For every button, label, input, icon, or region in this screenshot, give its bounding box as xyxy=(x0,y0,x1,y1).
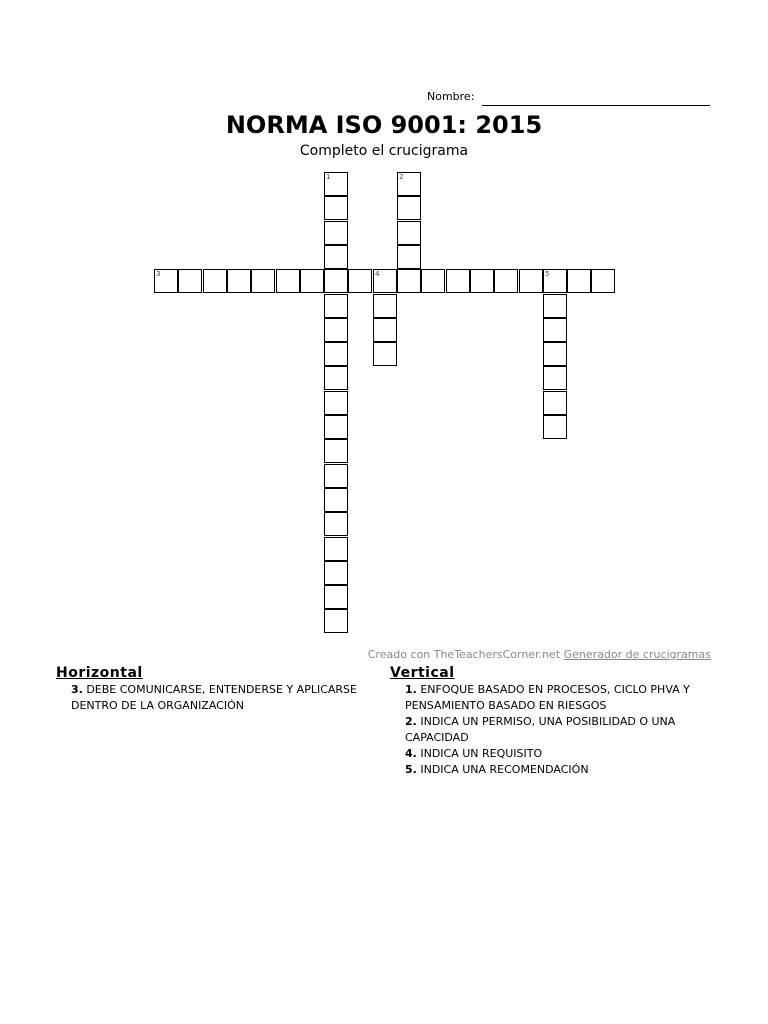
name-label: Nombre: xyxy=(427,90,475,103)
crossword-cell[interactable] xyxy=(567,269,591,293)
crossword-cell[interactable] xyxy=(203,269,227,293)
crossword-cell[interactable] xyxy=(324,245,348,269)
crossword-cell[interactable] xyxy=(227,269,251,293)
vertical-clues xyxy=(390,664,710,778)
crossword-cell[interactable] xyxy=(324,439,348,463)
clue-item xyxy=(390,682,710,714)
clue-item-number: 1. xyxy=(405,683,417,696)
crossword-cell[interactable] xyxy=(543,318,567,342)
clue-number: 3 xyxy=(156,270,161,278)
clue-item-number: 4. xyxy=(405,747,417,760)
crossword-cell[interactable] xyxy=(324,221,348,245)
crossword-cell[interactable] xyxy=(543,269,567,293)
page-subtitle: Completo el crucigrama xyxy=(299,143,469,159)
page-title: NORMA ISO 9001: 2015 xyxy=(225,111,543,139)
crossword-cell[interactable] xyxy=(373,294,397,318)
clue-number: 4 xyxy=(375,270,380,278)
clue-item xyxy=(390,746,710,762)
crossword-cell[interactable] xyxy=(446,269,470,293)
crossword-cell[interactable] xyxy=(324,366,348,390)
crossword-cell[interactable] xyxy=(519,269,543,293)
crossword-cell[interactable] xyxy=(300,269,324,293)
crossword-cell[interactable] xyxy=(324,464,348,488)
crossword-cell[interactable] xyxy=(397,196,421,220)
crossword-cell[interactable] xyxy=(324,342,348,366)
clue-item xyxy=(390,714,710,746)
crossword-cell[interactable] xyxy=(373,269,397,293)
clue-item-text: DEBE COMUNICARSE, ENTENDERSE Y APLICARSE DENTRO DE LA ORGANIZACIÓN xyxy=(71,683,357,712)
clue-item-number: 5. xyxy=(405,763,417,776)
crossword-cell[interactable] xyxy=(324,318,348,342)
crossword-cell[interactable] xyxy=(591,269,615,293)
clue-item-number: 3. xyxy=(71,683,83,696)
crossword-cell[interactable] xyxy=(324,537,348,561)
crossword-cell[interactable] xyxy=(348,269,372,293)
credit-text: Creado con TheTeachersCorner.net xyxy=(367,648,561,661)
crossword-cell[interactable] xyxy=(324,561,348,585)
crossword-cell[interactable] xyxy=(324,391,348,415)
clue-item xyxy=(390,762,710,778)
crossword-cell[interactable] xyxy=(421,269,445,293)
clue-item-text: INDICA UNA RECOMENDACIÓN xyxy=(416,763,589,776)
crossword-cell[interactable] xyxy=(397,221,421,245)
crossword-cell[interactable] xyxy=(543,342,567,366)
crossword-cell[interactable] xyxy=(154,269,178,293)
crossword-cell[interactable] xyxy=(324,512,348,536)
crossword-cell[interactable] xyxy=(251,269,275,293)
crossword-cell[interactable] xyxy=(178,269,202,293)
crossword-cell[interactable] xyxy=(276,269,300,293)
crossword-cell[interactable] xyxy=(494,269,518,293)
crossword-cell[interactable] xyxy=(373,318,397,342)
crossword-cell[interactable] xyxy=(324,609,348,633)
horizontal-heading: Horizontal xyxy=(56,665,143,681)
crossword-cell[interactable] xyxy=(397,172,421,196)
generator-link[interactable]: Generador de crucigramas xyxy=(563,648,711,661)
crossword-cell[interactable] xyxy=(324,488,348,512)
clue-number: 1 xyxy=(326,173,331,181)
crossword-cell[interactable] xyxy=(543,391,567,415)
vertical-heading: Vertical xyxy=(390,665,455,681)
crossword-cell[interactable] xyxy=(543,415,567,439)
clue-item-number: 2. xyxy=(405,715,417,728)
horizontal-clue-list xyxy=(56,682,376,714)
crossword-cell[interactable] xyxy=(373,342,397,366)
crossword-cell[interactable] xyxy=(324,294,348,318)
crossword-cell[interactable] xyxy=(397,269,421,293)
crossword-cell[interactable] xyxy=(324,196,348,220)
crossword-cell[interactable] xyxy=(543,366,567,390)
vertical-clue-list xyxy=(390,682,710,778)
crossword-cell[interactable] xyxy=(543,294,567,318)
crossword-cell[interactable] xyxy=(324,269,348,293)
crossword-cell[interactable] xyxy=(470,269,494,293)
crossword-cell[interactable] xyxy=(324,585,348,609)
clue-number: 5 xyxy=(545,270,550,278)
clue-item-text: INDICA UN PERMISO, UNA POSIBILIDAD O UNA CAPACIDAD xyxy=(405,715,676,744)
clue-item-text: INDICA UN REQUISITO xyxy=(416,747,543,760)
horizontal-clues xyxy=(56,664,376,714)
crossword-cell[interactable] xyxy=(324,172,348,196)
clue-item xyxy=(56,682,376,714)
crossword-cell[interactable] xyxy=(324,415,348,439)
clue-number: 2 xyxy=(399,173,404,181)
credit-line xyxy=(368,648,711,661)
clue-item-text: ENFOQUE BASADO EN PROCESOS, CICLO PHVA Y PENSAMIENTO BASADO EN RIESGOS xyxy=(405,683,690,712)
crossword-cell[interactable] xyxy=(397,245,421,269)
